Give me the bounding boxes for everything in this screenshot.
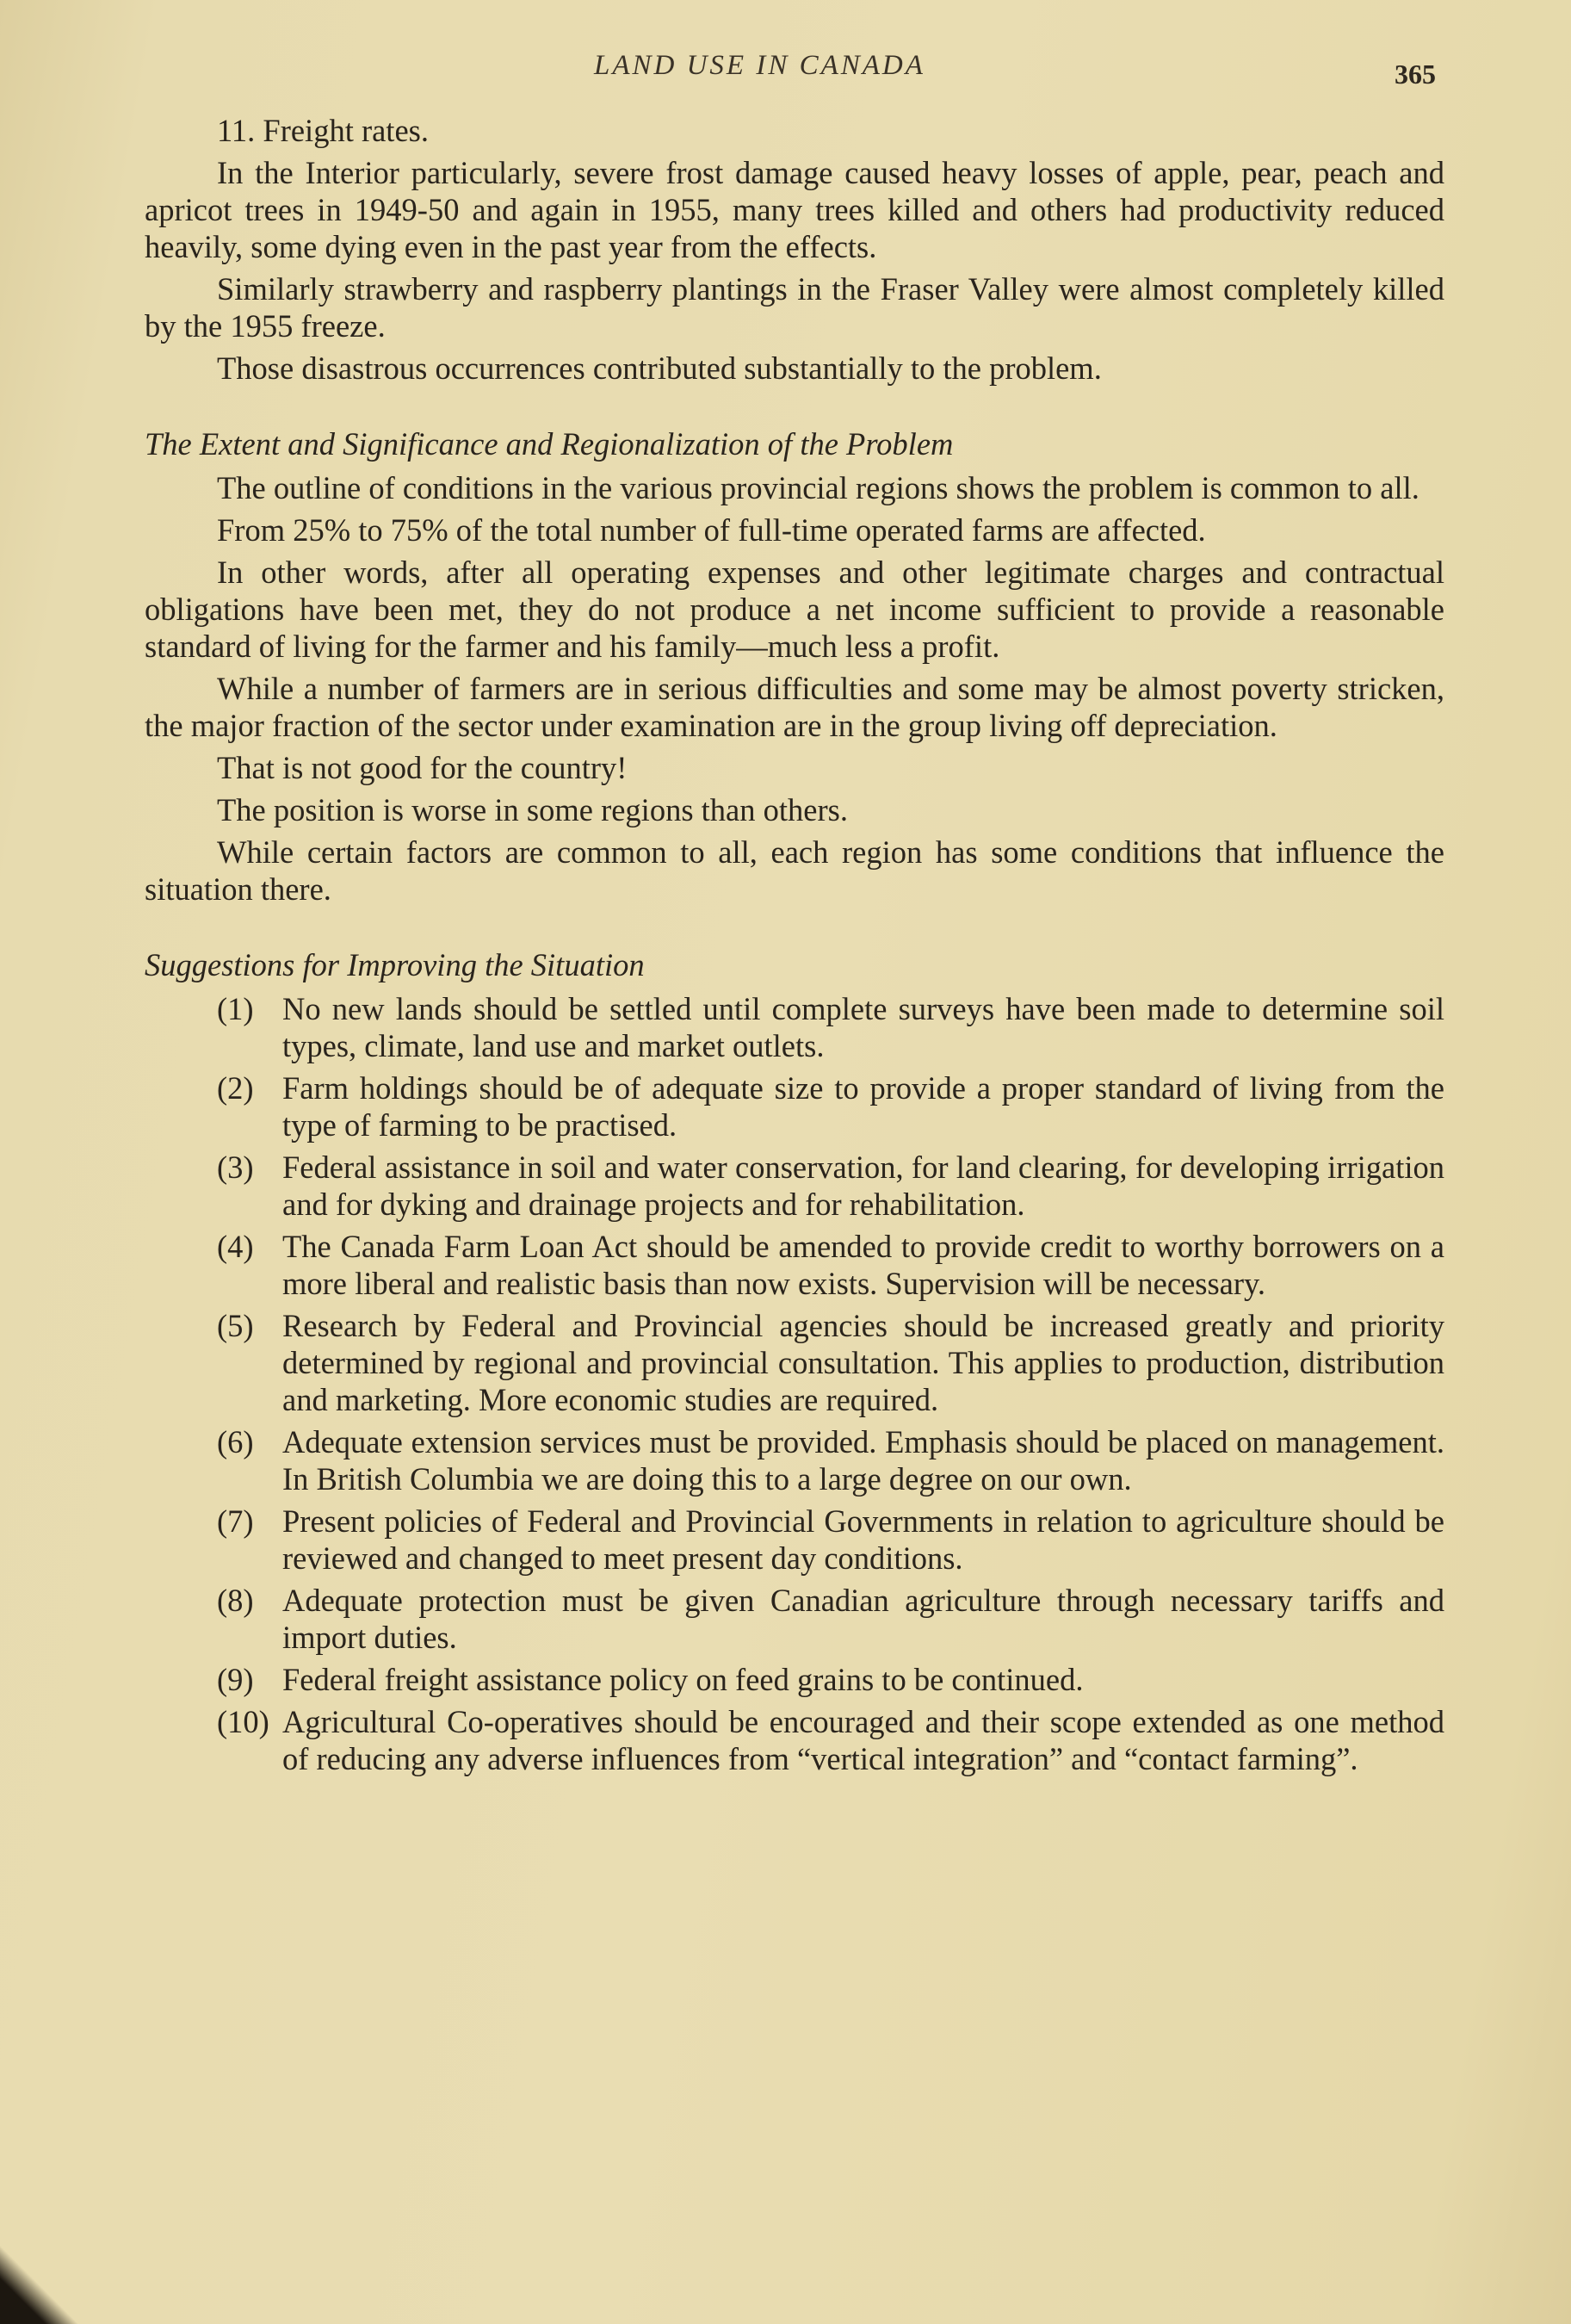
item-text: Agricultural Co-operatives should be encouraged and their scope extended as one method of reducing any adverse influences from “vertical integration” and “contact farming”. [282, 1704, 1444, 1776]
list-item [145, 990, 1444, 1064]
item-number: (9) [217, 1662, 254, 1697]
page-corner-shadow [0, 2221, 103, 2324]
item-number: (3) [217, 1150, 254, 1185]
list-item [145, 1661, 1444, 1698]
item-text: Federal freight assistance policy on feed grains to be continued. [282, 1662, 1084, 1697]
list-item [145, 1503, 1444, 1577]
running-head [0, 50, 1571, 93]
item-number: (6) [217, 1424, 254, 1459]
item-number: (1) [217, 991, 254, 1026]
item-text: No new lands should be settled until complete surveys have been made to determine soil types, climate, land use and market outlets. [282, 991, 1444, 1063]
item-number: (10) [217, 1704, 269, 1739]
list-item [145, 1703, 1444, 1777]
item-text: Present policies of Federal and Provincial Governments in relation to agriculture should be reviewed and changed to meet present day conditions. [282, 1503, 1444, 1576]
paragraph: While a number of farmers are in serious difficulties and some may be almost poverty stricken, the major fraction of the sector under examination are in the group living off depreciation. [145, 671, 1444, 743]
item-text: Adequate protection must be given Canadian agriculture through necessary tariffs and import duties. [282, 1583, 1444, 1655]
paragraph: Those disastrous occurrences contributed substantially to the problem. [217, 350, 1102, 386]
paragraph: The position is worse in some regions than others. [217, 792, 848, 827]
item-number: (4) [217, 1229, 254, 1264]
list-item [145, 1423, 1444, 1497]
section-heading: Suggestions for Improving the Situation [145, 947, 645, 982]
section-heading: The Extent and Significance and Regionalization of the Problem [145, 426, 954, 462]
list-item [145, 1149, 1444, 1223]
page-content [145, 112, 1444, 1782]
list-item [145, 1582, 1444, 1656]
item-number: (7) [217, 1503, 254, 1539]
list-item [145, 1228, 1444, 1302]
suggestions-list [145, 990, 1444, 1777]
item-number: (5) [217, 1308, 254, 1343]
paragraph: In the Interior particularly, severe frost damage caused heavy losses of apple, pear, peach and apricot trees in 1949-50 and again in 1955, many trees killed and others had productivity reduced heavily, some dying even in the past year from the effects. [145, 155, 1444, 264]
paragraph: Similarly strawberry and raspberry plantings in the Fraser Valley were almost completely killed by the 1955 freeze. [145, 271, 1444, 344]
item-text: Farm holdings should be of adequate size to provide a proper standard of living from the type of farming to be practised. [282, 1070, 1444, 1143]
item-number: (8) [217, 1583, 254, 1618]
paragraph: That is not good for the country! [217, 750, 628, 785]
list-item [145, 1069, 1444, 1143]
page-number: 365 [1395, 59, 1436, 90]
item-text: Federal assistance in soil and water conservation, for land clearing, for developing irrigation and for dyking and drainage projects and for rehabilitation. [282, 1150, 1444, 1222]
list-item [145, 1307, 1444, 1418]
paragraph: While certain factors are common to all, each region has some conditions that influence the situation there. [145, 834, 1444, 907]
item-text: Research by Federal and Provincial agencies should be increased greatly and priority determined by regional and provincial consultation. This applies to production, distribution and marketing. More economic studies are required. [282, 1308, 1444, 1417]
paragraph: 11. Freight rates. [217, 113, 429, 148]
paragraph: The outline of conditions in the various provincial regions shows the problem is common to all. [217, 470, 1419, 505]
paragraph: In other words, after all operating expenses and other legitimate charges and contractual obligations have been met, they do not produce a net income sufficient to provide a reasonable standard of living for the farmer and his family—much less a profit. [145, 555, 1444, 664]
paragraph: From 25% to 75% of the total number of full-time operated farms are affected. [217, 512, 1206, 548]
item-text: The Canada Farm Loan Act should be amended to provide credit to worthy borrowers on a more liberal and realistic basis than now exists. Supervision will be necessary. [282, 1229, 1444, 1301]
item-text: Adequate extension services must be provided. Emphasis should be placed on management. In British Columbia we are doing this to a large degree on our own. [282, 1424, 1444, 1497]
item-number: (2) [217, 1070, 254, 1106]
running-title: LAND USE IN CANADA [594, 50, 925, 81]
